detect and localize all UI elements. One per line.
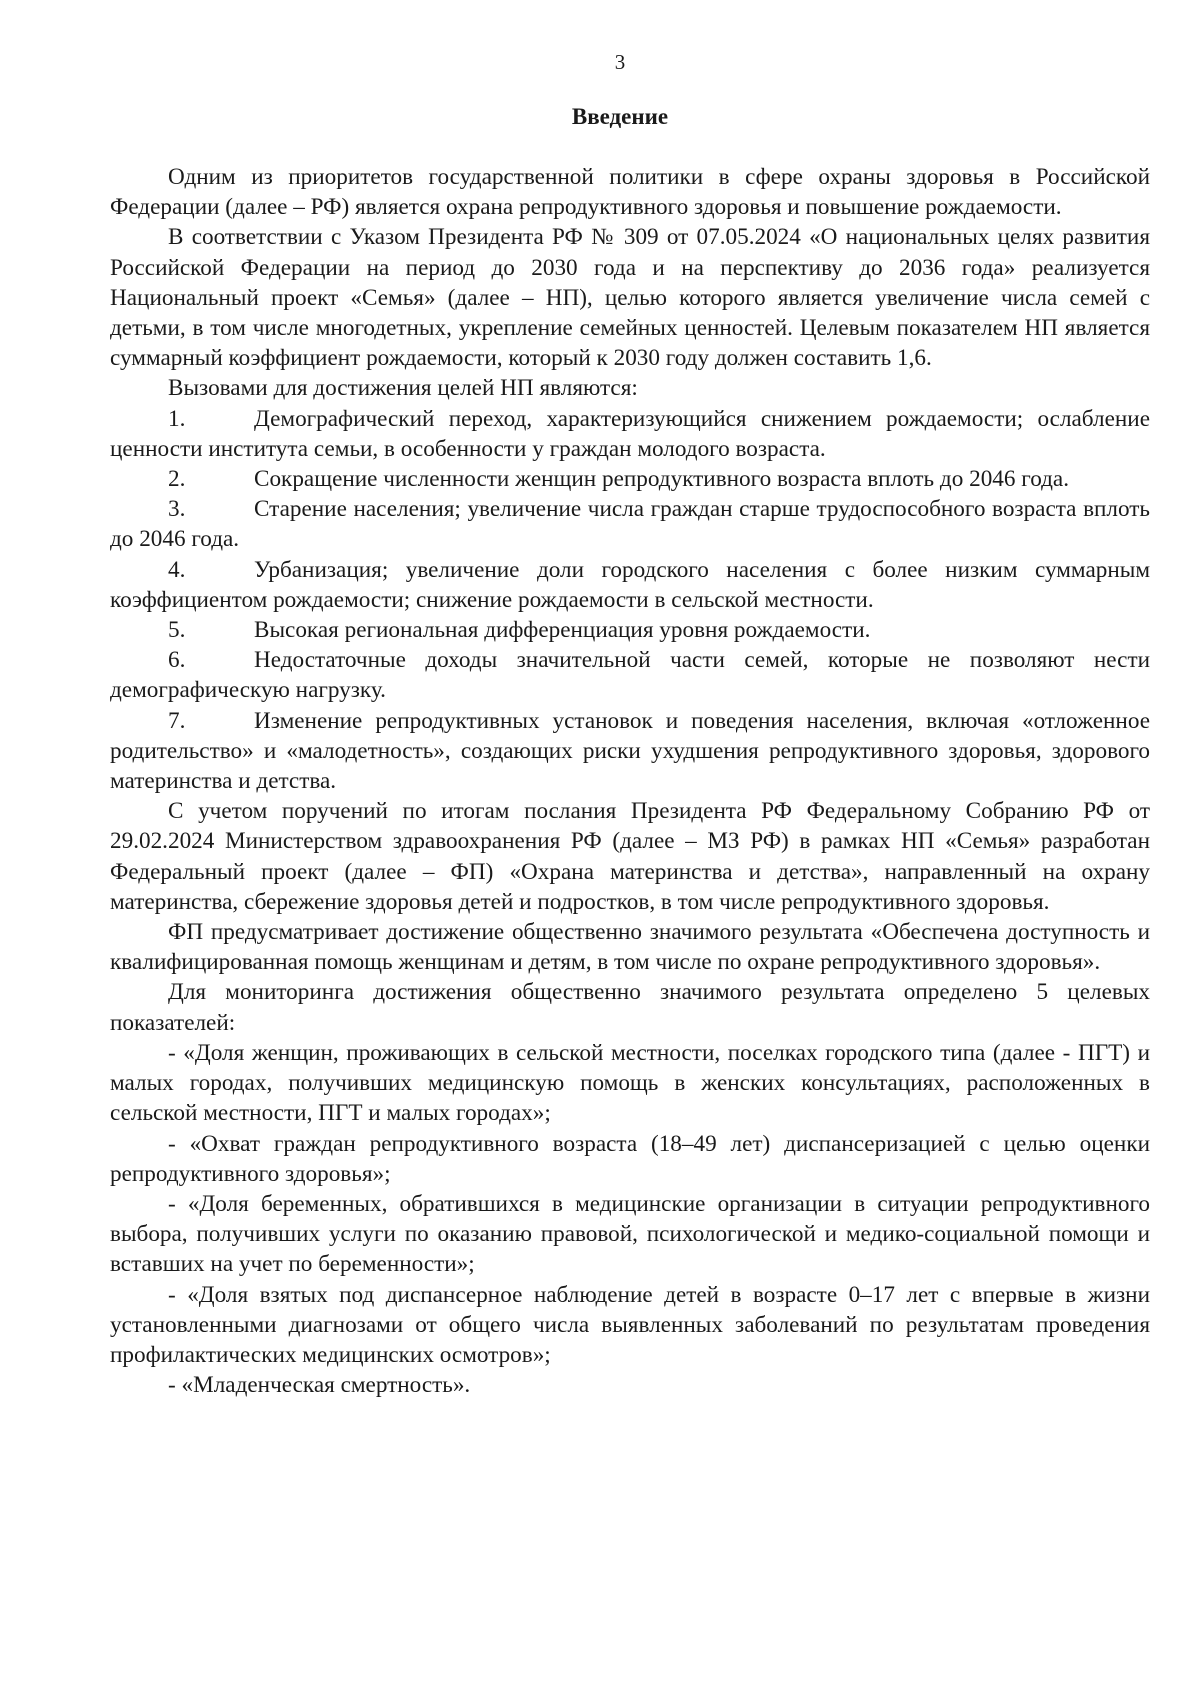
challenge-item (110, 494, 1150, 554)
challenge-item (110, 615, 1150, 645)
challenge-item (110, 464, 1150, 494)
challenge-text: Изменение репродуктивных установок и поведения населения, включая «отложенное родительство» и «малодетность», создающих риски ухудшения репродуктивного здоровья, здорового материнства и детства. (110, 707, 1150, 795)
document-body (110, 162, 1150, 1400)
challenge-number: 1. (168, 405, 186, 432)
challenge-number: 6. (168, 647, 186, 674)
challenge-item (110, 555, 1150, 615)
challenge-text: Сокращение численности женщин репродуктивного возраста вплоть до 2046 года. (254, 466, 1070, 493)
paragraph-indicators-lead: Для мониторинга достижения общественно значимого результата определено 5 целевых показателей: (110, 979, 1150, 1036)
challenge-number: 7. (168, 707, 186, 734)
challenge-text: Демографический переход, характеризующийся снижением рождаемости; ослабление ценности института семьи, в особенности у граждан молодого возраста. (110, 405, 1150, 462)
paragraph-fp-result: ФП предусматривает достижение общественно значимого результата «Обеспечена доступность и квалифицированная помощь женщинам и детям, в том числе по охране репродуктивного здоровья». (110, 919, 1150, 976)
indicator-item: - «Младенческая смертность». (168, 1372, 471, 1399)
section-heading: Введение (571, 104, 669, 129)
page-number: 3 (614, 50, 626, 74)
challenge-text: Недостаточные доходы значительной части семей, которые не позволяют нести демографическую нагрузку. (110, 647, 1150, 704)
indicator-item: - «Охват граждан репродуктивного возраста (18–49 лет) диспансеризацией с целью оценки репродуктивного здоровья»; (110, 1130, 1150, 1187)
paragraph-federal-project: С учетом поручений по итогам послания Президента РФ Федеральному Собранию РФ от 29.02.2024 Министерством здравоохранения РФ (далее – МЗ РФ) в рамках НП «Семья» разработан Федеральный проект (далее – ФП) «Охрана материнства и детства», направленный на охрану материнства, сбережение здоровья детей и подростков, в том числе репродуктивного здоровья. (110, 798, 1150, 915)
challenge-item (110, 706, 1150, 797)
indicator-item: - «Доля женщин, проживающих в сельской местности, поселках городского типа (далее - ПГТ) и малых городах, получивших медицинскую помощь в женских консультациях, расположенных в сельской местности, ПГТ и малых городах»; (110, 1039, 1150, 1127)
challenge-item (110, 404, 1150, 464)
challenge-number: 4. (168, 556, 186, 583)
challenge-text: Старение населения; увеличение числа граждан старше трудоспособного возраста вплоть до 2046 года. (110, 496, 1150, 553)
challenge-item (110, 645, 1150, 705)
indicator-item: - «Доля взятых под диспансерное наблюдение детей в возрасте 0–17 лет с впервые в жизни установленными диагнозами от общего числа выявленных заболеваний по результатам проведения профилактических медицинских осмотров»; (110, 1281, 1150, 1368)
challenge-number: 2. (168, 466, 186, 493)
challenge-number: 5. (168, 617, 186, 644)
paragraph-challenges-lead: Вызовами для достижения целей НП являются: (168, 375, 638, 402)
challenge-text: Высокая региональная дифференциация уровня рождаемости. (254, 617, 871, 644)
challenge-text: Урбанизация; увеличение доли городского населения с более низким суммарным коэффициентом рождаемости; снижение рождаемости в сельской местности. (110, 556, 1150, 613)
challenge-number: 3. (168, 496, 186, 523)
indicator-item: - «Доля беременных, обратившихся в медицинские организации в ситуации репродуктивного выбора, получивших услуги по оказанию правовой, психологической и медико-социальной помощи и вставших на учет по беременности»; (110, 1190, 1150, 1278)
paragraph-intro: Одним из приоритетов государственной политики в сфере охраны здоровья в Российской Федерации (далее – РФ) является охрана репродуктивного здоровья и повышение рождаемости. (110, 164, 1150, 221)
paragraph-decree: В соответствии с Указом Президента РФ № 309 от 07.05.2024 «О национальных целях развития Российской Федерации на период до 2030 года и на перспективу до 2036 года» реализуется Национальный проект «Семья» (далее – НП), целью которого является увеличение числа семей с детьми, в том числе многодетных, укрепление семейных ценностей. Целевым показателем НП является суммарный коэффициент рождаемости, который к 2030 году должен составить 1,6. (110, 224, 1150, 372)
